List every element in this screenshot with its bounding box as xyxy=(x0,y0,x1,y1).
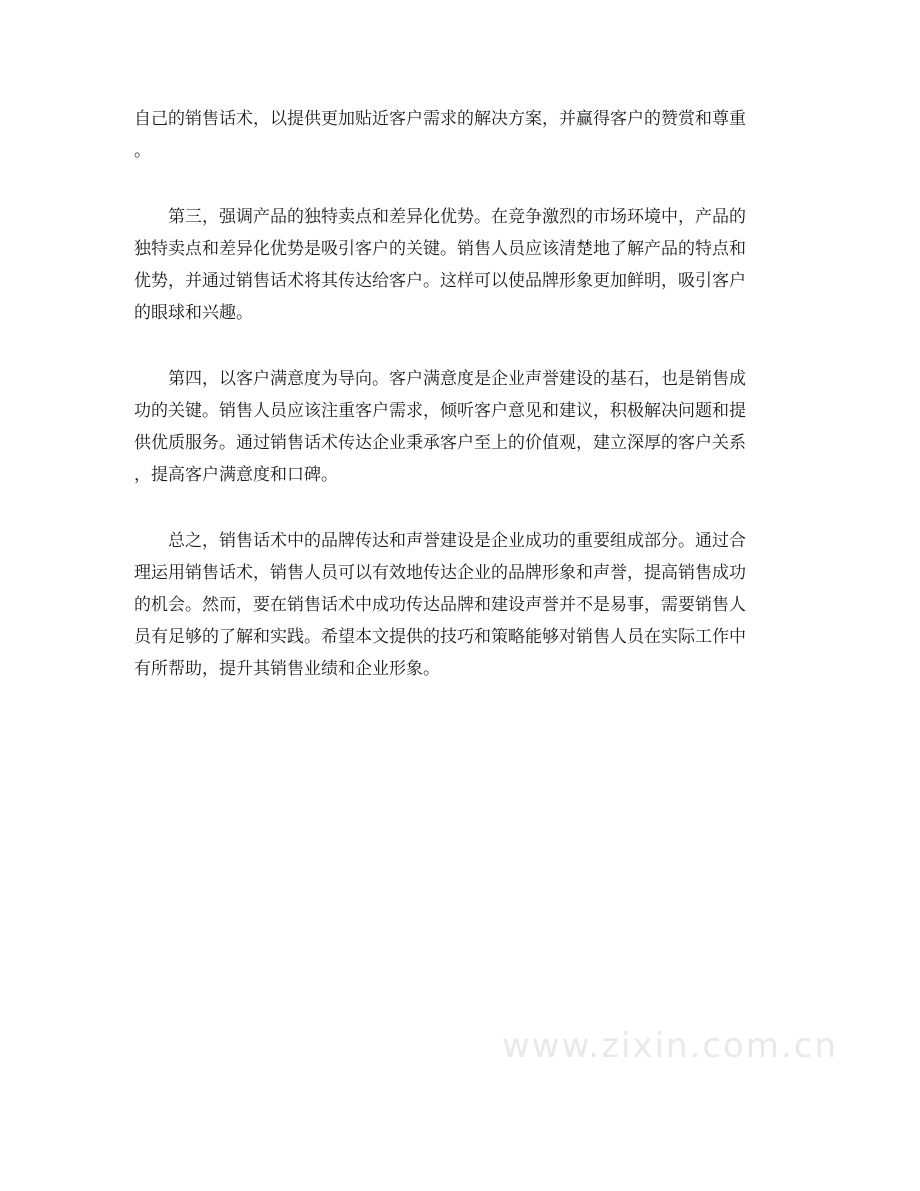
paragraph-line: 有所帮助，提升其销售业绩和企业形象。 xyxy=(134,659,440,679)
paragraph-gap xyxy=(134,167,786,201)
paragraph-line: 。 xyxy=(134,141,151,161)
paragraph-line: 理运用销售话术，销售人员可以有效地传达企业的品牌形象和声誉，提高销售成功 xyxy=(134,563,746,583)
paragraph-gap xyxy=(134,491,786,525)
paragraph-line: 功的关键。销售人员应该注重客户需求，倾听客户意见和建议，积极解决问题和提 xyxy=(134,401,746,421)
paragraph-line: 第四，以客户满意度为导向。客户满意度是企业声誉建设的基石，也是销售成 xyxy=(168,369,746,389)
paragraph-line: ，提高客户满意度和口碑。 xyxy=(134,465,338,485)
paragraph-2 xyxy=(134,201,786,329)
paragraph-line: 供优质服务。通过销售话术传达企业秉承客户至上的价值观，建立深厚的客户关系 xyxy=(134,433,746,453)
paragraph-line: 自己的销售话术，以提供更加贴近客户需求的解决方案，并赢得客户的赞赏和尊重 xyxy=(134,109,746,129)
paragraph-line: 优势，并通过销售话术将其传达给客户。这样可以使品牌形象更加鲜明，吸引客户 xyxy=(134,271,746,291)
paragraph-line: 总之，销售话术中的品牌传达和声誉建设是企业成功的重要组成部分。通过合 xyxy=(168,531,746,551)
paragraph-line: 第三，强调产品的独特卖点和差异化优势。在竞争激烈的市场环境中，产品的 xyxy=(168,207,746,227)
watermark: www.zixin.com.cn xyxy=(502,1026,838,1066)
paragraph-1 xyxy=(134,103,786,167)
paragraph-line: 的眼球和兴趣。 xyxy=(134,303,253,323)
paragraph-4 xyxy=(134,525,786,685)
paragraph-3 xyxy=(134,363,786,491)
paragraph-line: 的机会。然而，要在销售话术中成功传达品牌和建设声誉并不是易事，需要销售人 xyxy=(134,595,746,615)
paragraph-line: 员有足够的了解和实践。希望本文提供的技巧和策略能够对销售人员在实际工作中 xyxy=(134,627,746,647)
document-body xyxy=(134,103,786,685)
paragraph-gap xyxy=(134,329,786,363)
paragraph-line: 独特卖点和差异化优势是吸引客户的关键。销售人员应该清楚地了解产品的特点和 xyxy=(134,239,746,259)
